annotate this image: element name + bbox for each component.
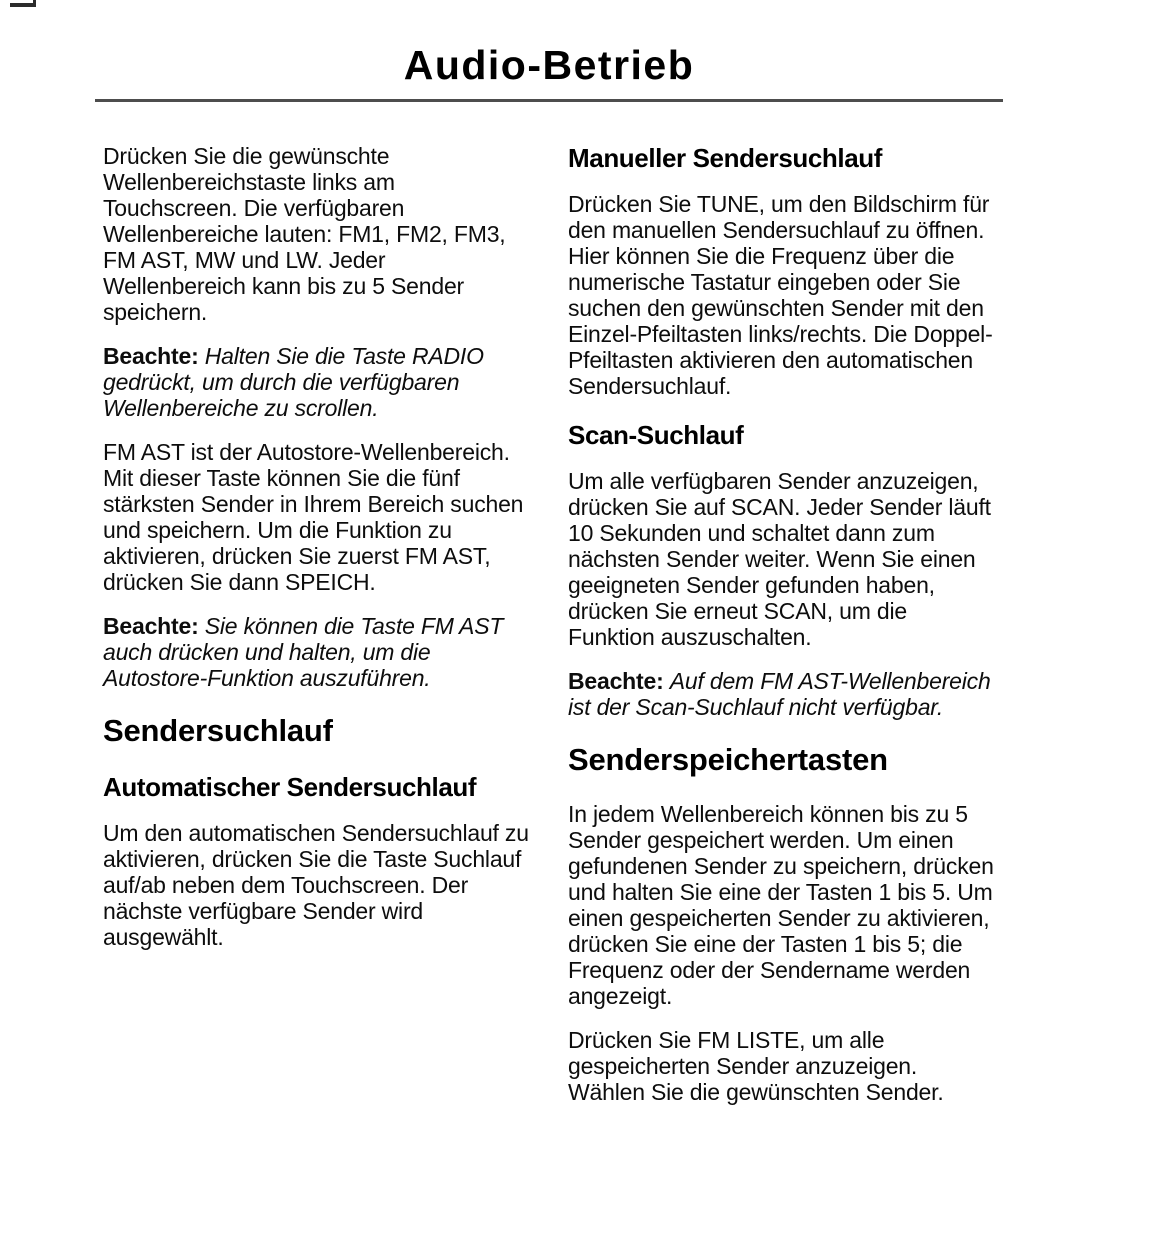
note-scan-text: Auf dem FM AST-Wellenbereich ist der Scan-Suchlauf nicht verfügbar. [568,668,991,720]
page-content [95,44,1003,1123]
paragraph-sender-speichern: In jedem Wellenbereich können bis zu 5 Sender gespeichert werden. Um einen gefundenen Sender zu speichern, drücken und halten Sie eine der Tasten 1 bis 5. Um einen gespeicherten Sender zu aktivieren, drücken Sie eine der Tasten 1 bis 5; die Frequenz oder der Sendername werden angezeigt. [568,801,994,1009]
subheading-manueller-sendersuchlauf: Manueller Sendersuchlauf [568,143,883,173]
note-autostore [103,613,530,691]
heading-senderspeichertasten: Senderspeichertasten [568,742,888,777]
subheading-automatischer-sendersuchlauf: Automatischer Sendersuchlauf [103,772,477,802]
right-column [568,143,995,1123]
page-title: Audio-Betrieb [403,42,695,88]
note-scan-label: Beachte: [568,668,664,694]
paragraph-fmast: FM AST ist der Autostore-Wellenbereich. Mit dieser Taste können Sie die fünf stärksten Sender in Ihrem Bereich suchen und speichern. Um die Funktion zu aktivieren, drücken Sie zuerst FM AST, drücken Sie dann SPEICH. [103,439,524,595]
heading-sendersuchlauf: Sendersuchlauf [103,713,333,748]
note-radio-text: Halten Sie die Taste RADIO gedrückt, um durch die verfügbaren Wellenbereiche zu scrollen. [103,343,484,421]
paragraph-fm-liste: Drücken Sie FM LISTE, um alle gespeicherten Sender anzuzeigen. Wählen Sie die gewünschten Sender. [568,1027,944,1105]
note-scan [568,668,995,720]
paragraph-manueller-suchlauf: Drücken Sie TUNE, um den Bildschirm für den manuellen Sendersuchlauf zu öffnen. Hier können Sie die Frequenz über die numerische Tastatur eingeben oder Sie suchen den gewünschten Sender mit den Einzel-Pfeiltasten links/rechts. Die Doppel-Pfeiltasten aktivieren den automatischen Sendersuchlauf. [568,191,993,399]
note-autostore-text: Sie können die Taste FM AST auch drücken und halten, um die Autostore-Funktion auszuführen. [103,613,504,691]
note-autostore-label: Beachte: [103,613,199,639]
paragraph-automatischer-suchlauf: Um den automatischen Sendersuchlauf zu aktivieren, drücken Sie die Taste Suchlauf auf/ab neben dem Touchscreen. Der nächste verfügbare Sender wird ausgewählt. [103,820,529,950]
title-rule [95,99,1003,102]
left-column [103,143,530,1123]
paragraph-waveband: Drücken Sie die gewünschte Wellenbereichstaste links am Touchscreen. Die verfügbaren Wellenbereiche lauten: FM1, FM2, FM3, FM AST, MW und LW. Jeder Wellenbereich kann bis zu 5 Sender speichern. [103,143,506,325]
page-corner-mark [10,0,36,7]
subheading-scan-suchlauf: Scan-Suchlauf [568,420,744,450]
note-radio [103,343,530,421]
note-radio-label: Beachte: [103,343,199,369]
two-column-layout [95,143,1003,1123]
paragraph-scan-suchlauf: Um alle verfügbaren Sender anzuzeigen, drücken Sie auf SCAN. Jeder Sender läuft 10 Sekunden und schaltet dann zum nächsten Sender weiter. Wenn Sie einen geeigneten Sender gefunden haben, drücken Sie erneut SCAN, um die Funktion auszuschalten. [568,468,991,650]
